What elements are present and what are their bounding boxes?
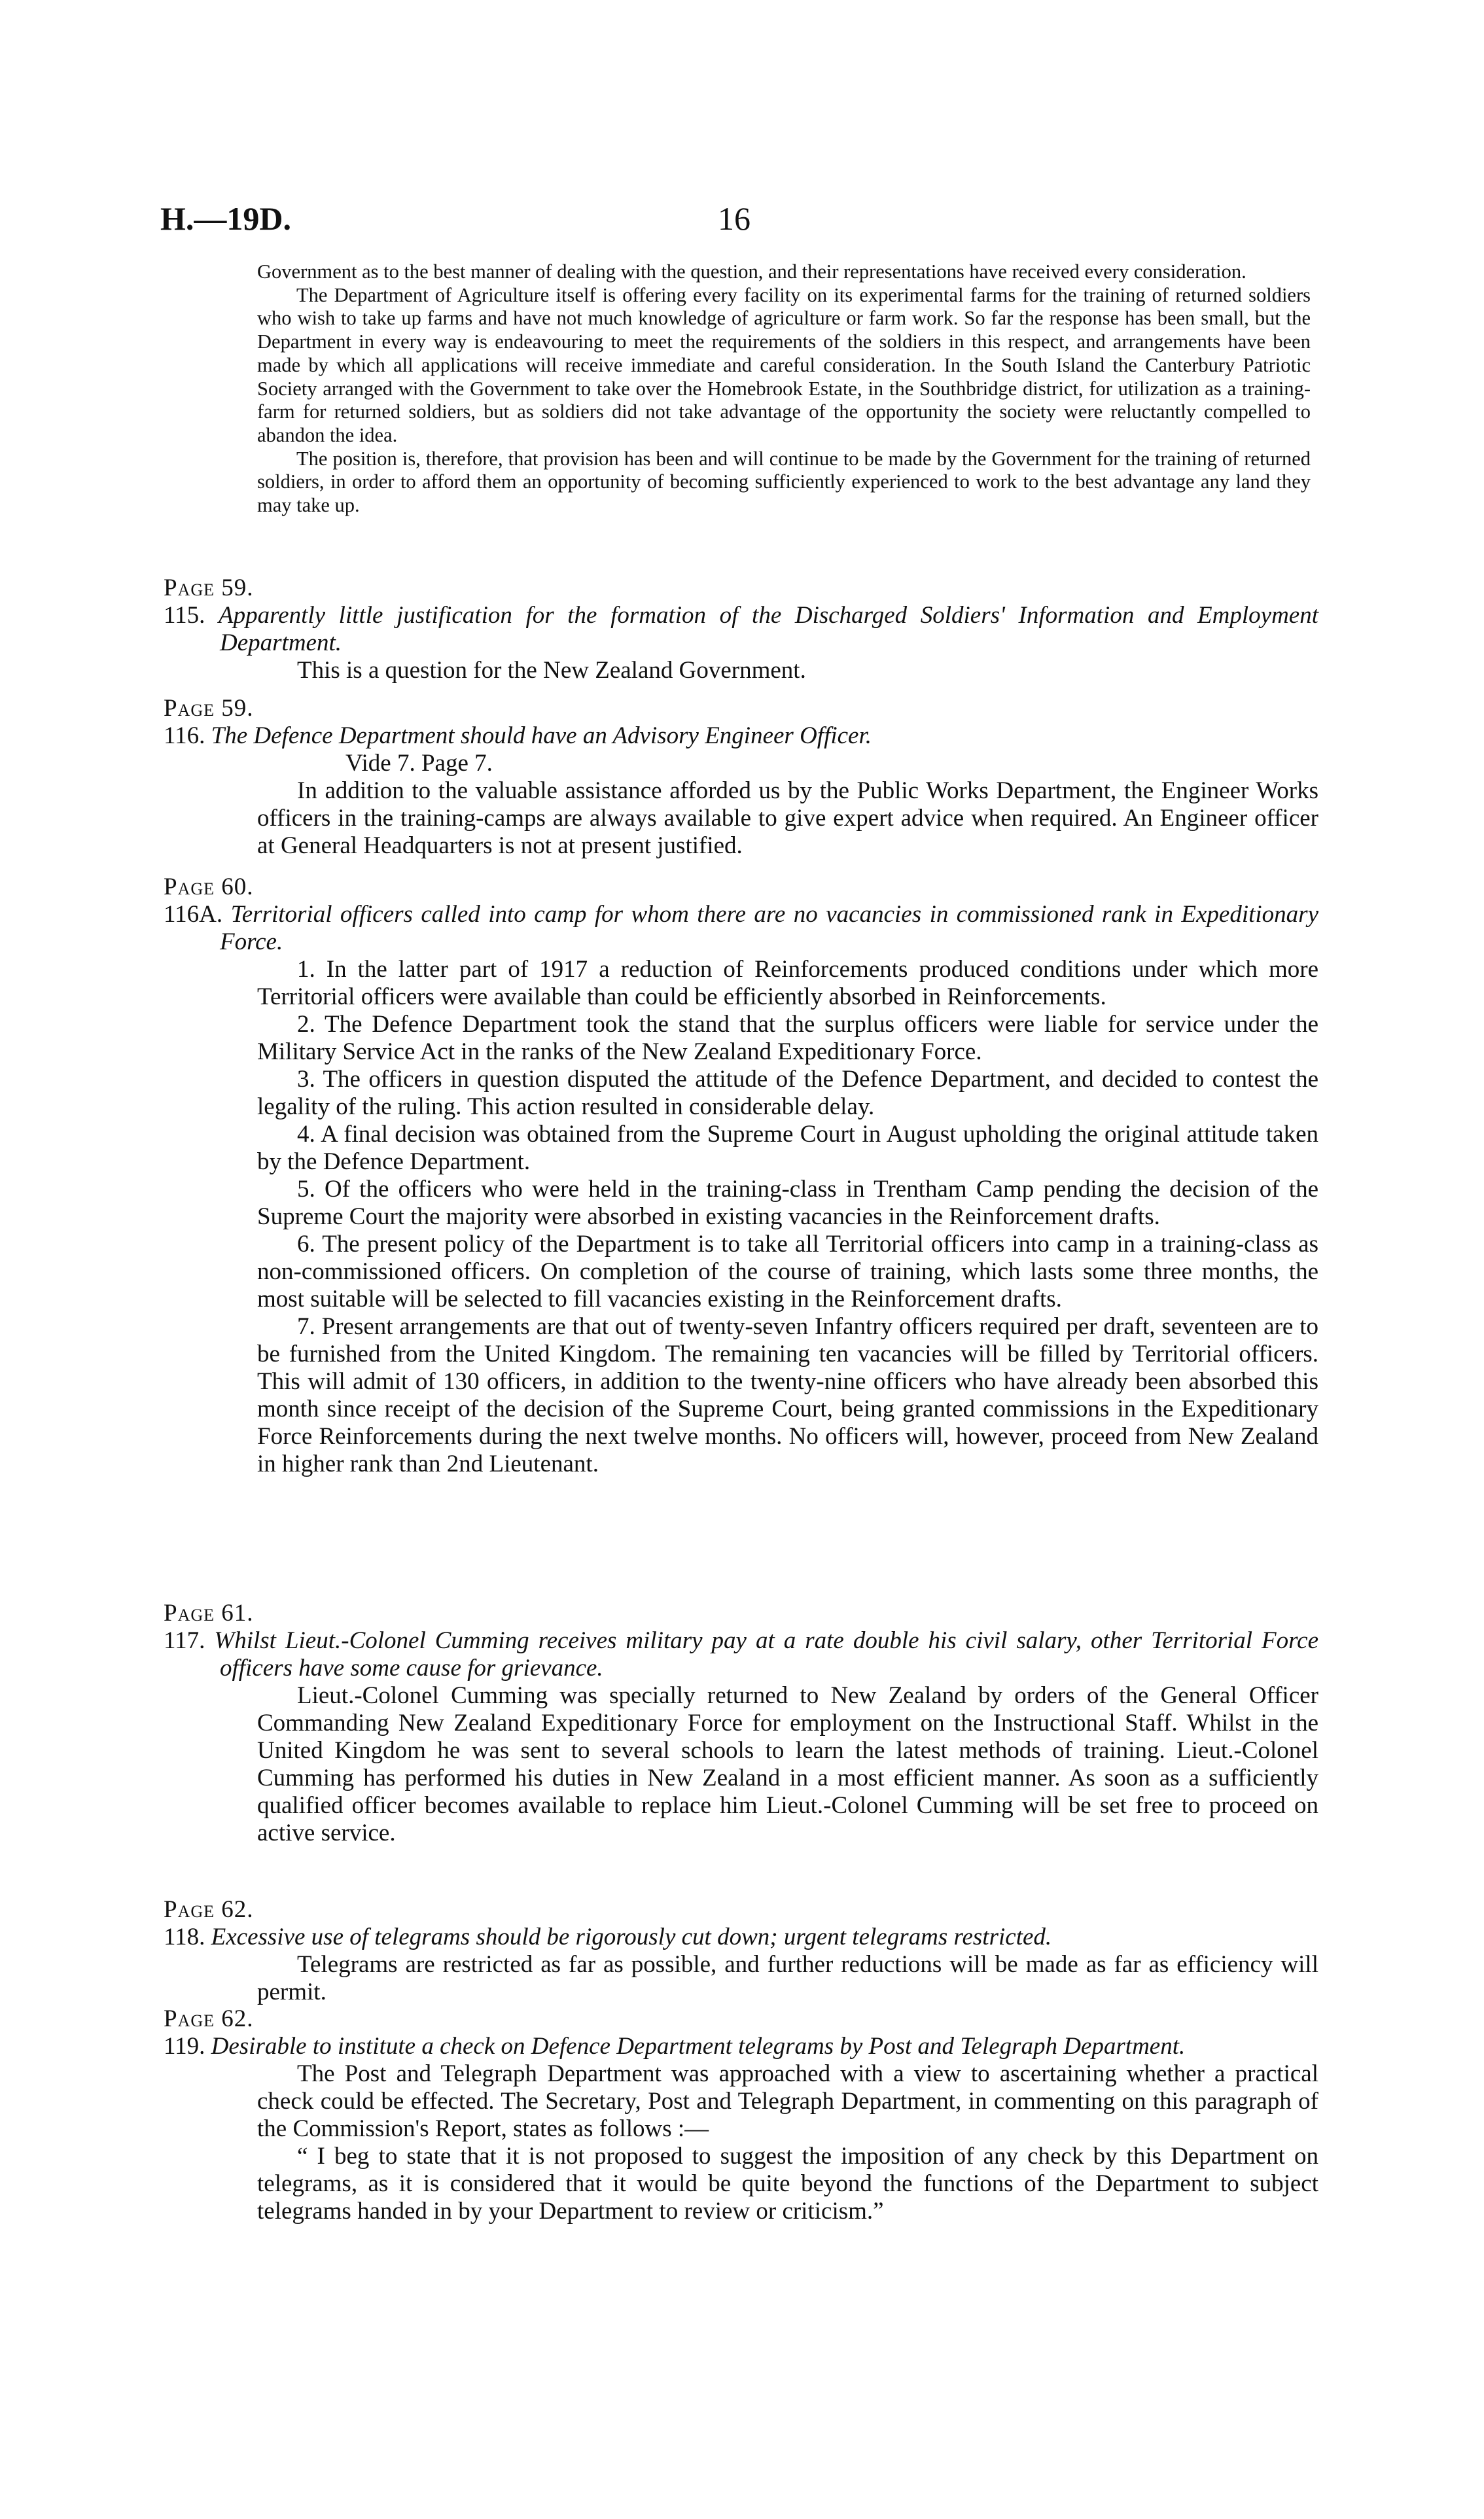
- section-body: [257, 1682, 1318, 1847]
- heading-text: Apparently little justification for the formation of the Discharged Soldiers' Information and Employment Department.: [219, 602, 1318, 656]
- item-number: 116.: [164, 722, 205, 749]
- section-body: [257, 956, 1318, 1478]
- paragraph: The position is, therefore, that provision has been and will continue to be made by the Government for the training of returned soldiers, in order to afford them an opportunity of becoming sufficiently experienced to work to the best advantage any land they may take up.: [257, 447, 1311, 517]
- paragraph: In addition to the valuable assistance afforded us by the Public Works Department, the Engineer Works officers in the training-camps are always available to give expert advice when required. An Engineer officer at General Headquarters is not at present justified.: [257, 777, 1318, 859]
- item-number: 116A.: [164, 901, 223, 928]
- paragraph: Government as to the best manner of dealing with the question, and their representations have received every consideration.: [257, 260, 1246, 283]
- page-number: 16: [718, 200, 751, 237]
- paragraph: 4. A final decision was obtained from the Supreme Court in August upholding the original attitude taken by the Defence Department.: [257, 1121, 1318, 1175]
- paragraph: Lieut.-Colonel Cumming was specially returned to New Zealand by orders of the General Officer Commanding New Zealand Expeditionary Force for employment on the Instructional Staff. Whilst in the United Kingdom he was sent to several schools to learn the latest methods of training. Lieut.-Colonel Cumming has performed his duties in New Zealand in a most efficient manner. As soon as a sufficiently qualified officer becomes available to replace him Lieut.-Colonel Cumming will be set free to proceed on active service.: [257, 1682, 1318, 1846]
- section-heading: [164, 2033, 1318, 2060]
- section-body: [257, 777, 1318, 860]
- paragraph: 2. The Defence Department took the stand that the surplus officers were liable for service under the Military Service Act in the ranks of the New Zealand Expeditionary Force.: [257, 1011, 1318, 1065]
- paragraph: 3. The officers in question disputed the attitude of the Defence Department, and decided to contest the legality of the ruling. This action resulted in considerable delay.: [257, 1066, 1318, 1120]
- section-heading: [164, 722, 1318, 750]
- page-reference: Page 62.: [164, 1896, 254, 1923]
- page-reference: Page 62.: [164, 2005, 254, 2032]
- paragraph: This is a question for the New Zealand Government.: [297, 657, 806, 684]
- section-heading: [164, 1924, 1318, 1951]
- heading-text: The Defence Department should have an Advisory Engineer Officer.: [211, 722, 872, 749]
- section-heading: [164, 1627, 1318, 1682]
- paragraph: 1. In the latter part of 1917 a reduction of Reinforcements produced conditions under which more Territorial officers were available than could be efficiently absorbed in Reinforcements.: [257, 956, 1318, 1010]
- section-118: [164, 1896, 1318, 2006]
- paragraph: 5. Of the officers who were held in the training-class in Trentham Camp pending the decision of the Supreme Court the majority were absorbed in existing vacancies in the Reinforcement drafts.: [257, 1176, 1318, 1230]
- document-reference: H.—19D.: [160, 200, 291, 237]
- section-117: [164, 1600, 1318, 1847]
- paragraph: The Department of Agriculture itself is offering every facility on its experimental farms for the training of returned soldiers who wish to take up farms and have not much knowledge of agriculture or farm work. So far the response has been small, but the Department in every way is endeavouring to meet the requirements of the soldiers in this respect, and arrangements have been made by which all applications will receive immediate and careful consideration. In the South Island the Canterbury Patriotic Society arranged with the Government to take over the Homebrook Estate, in the Southbridge district, for utilization as a training-farm for returned soldiers, but as soldiers did not take advantage of the opportunity the society were reluctantly compelled to abandon the idea.: [257, 283, 1311, 446]
- section-heading: [164, 901, 1318, 956]
- section-119: [164, 2005, 1318, 2225]
- item-number: 119.: [164, 2033, 205, 2060]
- page-reference: Page 61.: [164, 1600, 254, 1627]
- item-number: 117.: [164, 1627, 205, 1654]
- item-number: 118.: [164, 1924, 205, 1950]
- paragraph: 6. The present policy of the Department is to take all Territorial officers into camp in a training-class as non-commissioned officers. On completion of the course of training, which lasts some three months, the most suitable will be selected to fill vacancies existing in the Reinforcement drafts.: [257, 1231, 1318, 1312]
- vide-reference: Vide 7. Page 7.: [345, 750, 493, 777]
- paragraph: “ I beg to state that it is not proposed to suggest the imposition of any check by this Department on telegrams, as it is considered that it would be quite beyond the functions of the Department to subject telegrams handed in by your Department to review or criticism.”: [257, 2143, 1318, 2225]
- heading-text: Territorial officers called into camp for whom there are no vacancies in commissioned rank in Expeditionary Force.: [220, 901, 1318, 955]
- heading-text: Whilst Lieut.-Colonel Cumming receives military pay at a rate double his civil salary, other Territorial Force officers have some cause for grievance.: [214, 1627, 1319, 1682]
- section-116: [164, 695, 1318, 860]
- item-number: 115.: [164, 602, 205, 629]
- section-heading: [164, 602, 1318, 657]
- section-body: [257, 1951, 1318, 2006]
- section-body: [257, 657, 1318, 684]
- section-116a: [164, 873, 1318, 1478]
- heading-text: Desirable to institute a check on Defence Department telegrams by Post and Telegraph Department.: [211, 2033, 1186, 2060]
- page-reference: Page 59.: [164, 695, 254, 722]
- paragraph: 7. Present arrangements are that out of twenty-seven Infantry officers required per draft, seventeen are to be furnished from the United Kingdom. The remaining ten vacancies will be filled by Territorial officers. This will admit of 130 officers, in addition to the twenty-nine officers who have already been absorbed this month since receipt of the decision of the Supreme Court, being granted commissions in the Expeditionary Force Reinforcements during the next twelve months. No officers will, however, proceed from New Zealand in higher rank than 2nd Lieutenant.: [257, 1313, 1318, 1477]
- page-reference: Page 59.: [164, 574, 254, 601]
- section-body: [257, 2060, 1318, 2225]
- heading-text: Excessive use of telegrams should be rigorously cut down; urgent telegrams restricted.: [211, 1924, 1052, 1950]
- paragraph: The Post and Telegraph Department was approached with a view to ascertaining whether a practical check could be effected. The Secretary, Post and Telegraph Department, in commenting on this paragraph of the Commission's Report, states as follows :—: [257, 2060, 1318, 2142]
- page-reference: Page 60.: [164, 873, 254, 900]
- paragraph: Telegrams are restricted as far as possible, and further reductions will be made as far as efficiency will permit.: [257, 1951, 1318, 2005]
- section-115: [164, 574, 1318, 684]
- intro-text: [257, 260, 1311, 518]
